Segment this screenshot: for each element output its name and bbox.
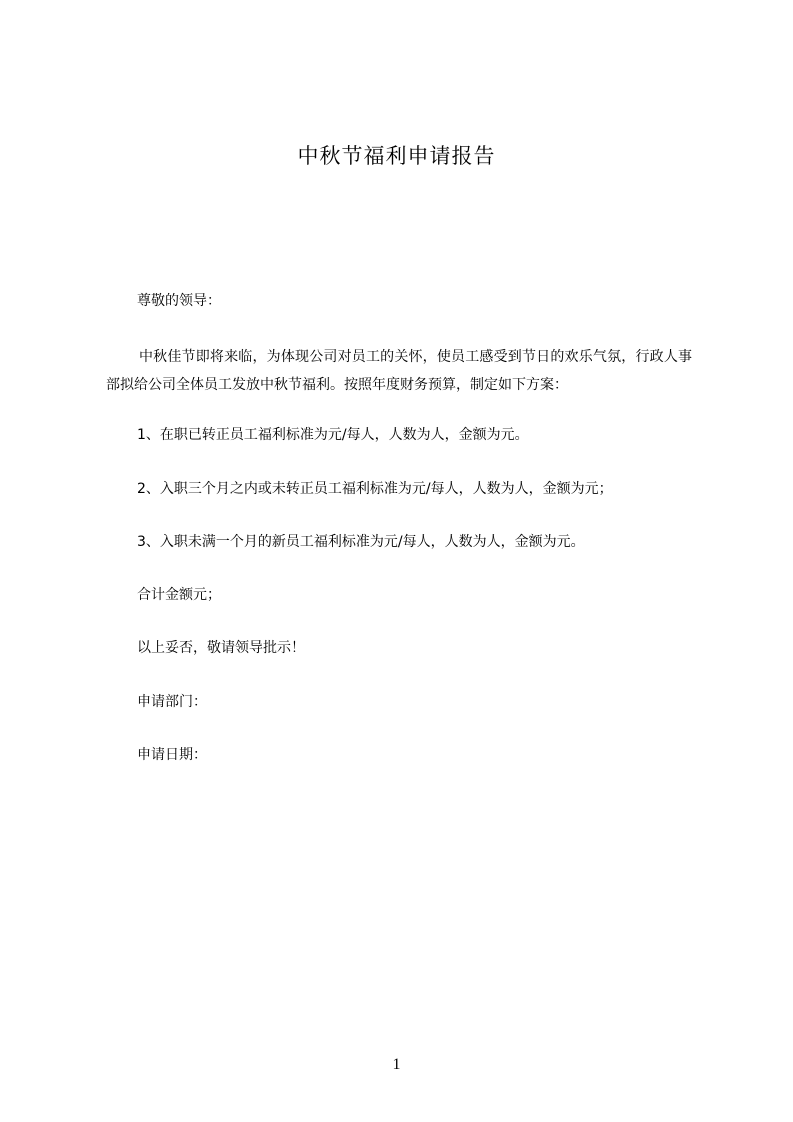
department-label: 申请部门： [137, 694, 207, 710]
intro-paragraph: 中秋佳节即将来临，为体现公司对员工的关怀，使员工感受到节日的欢乐气氛，行政人事部拟给公司全体员工发放中秋节福利。按照年度财务预算，制定如下方案： [106, 349, 692, 393]
list-item: 2、入职三个月之内或未转正员工福利标准为元/每人，人数为人，金额为元； [137, 481, 613, 497]
date-label: 申请日期： [137, 747, 207, 763]
total-amount-line: 合计金额元； [137, 587, 221, 603]
salutation: 尊敬的领导： [137, 293, 221, 309]
list-item: 1、在职已转正员工福利标准为元/每人，人数为人，金额为元。 [137, 427, 529, 443]
page-number: 1 [392, 1056, 401, 1073]
closing-line: 以上妥否，敬请领导批示！ [137, 640, 305, 656]
list-item: 3、入职未满一个月的新员工福利标准为元/每人，人数为人，金额为元。 [137, 534, 585, 550]
document-title: 中秋节福利申请报告 [297, 144, 496, 168]
